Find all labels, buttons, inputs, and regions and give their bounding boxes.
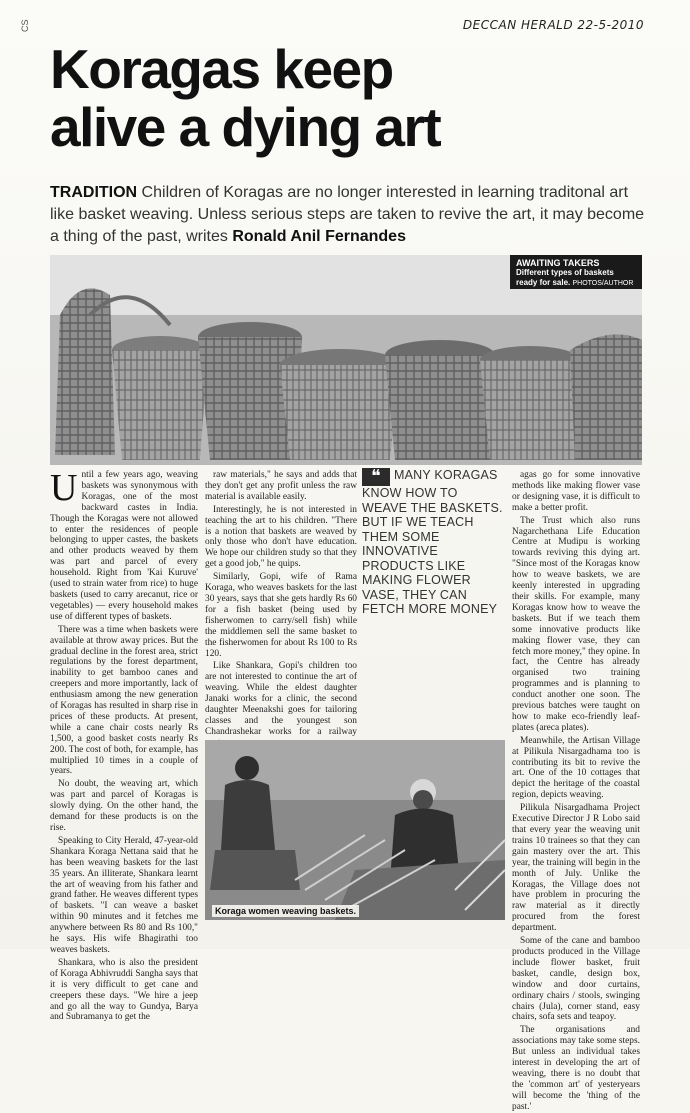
byline: Ronald Anil Fernandes	[232, 228, 406, 245]
column-1-paragraph: There was a time when baskets were available at throw away prices. But the gradual decline in the forest area, strict regulations by the forest department, inability to get bamboo canes and creepers and more importantly, lack of enthusiasm among the new generation of Koragas has resulted in sharp rise in prices of these products. At present, while a cane chair costs nearly Rs 1,500, a good basket costs nearly Rs 200. The cost of both, for example, has multiplied 10 times in a couple of years.	[50, 624, 198, 777]
baskets-photo	[50, 255, 642, 465]
headline-line-2: alive a dying art	[50, 96, 441, 158]
headline	[50, 40, 650, 156]
column-2-paragraph: raw materials," he says and adds that they don't get any profit unless the raw material is available easily.	[205, 470, 357, 502]
column-1-paragraph: ntil a few years ago, weaving baskets was synonymous with Koragas, one of the most backward castes in India. Though the Koragas were not allowed to enter the residences of people belonging to upper castes, the baskets and other products weaved by them was part and parcel of every household. Right from 'Kai Kuruve' (used to strain water from rice) to huge baskets (used to carry arecanut, rice or vegetables) — every household makes use of different types of baskets.	[50, 470, 198, 622]
article-column-4	[512, 470, 640, 1112]
edge-mark: CS	[20, 19, 30, 32]
quote-mark-icon: ❝	[362, 468, 390, 486]
photo-caption-text: Different types of baskets ready for sale.	[516, 268, 614, 287]
column-4-paragraph: The Trust which also runs Nagarchethana Life Education Centre at Mudipu is working towards reviving this dying art. "Since most of the Koragas know how to weave baskets, we are keenly interested in upgrading their skills. For example, many Koragas know how to weave the baskets. But if we teach them some innovative products like making flower vase, they can fetch more money," they opine. In fact, the Centre has already organised two training programmes and is planning to conduct another one soon. The previous batches were taught on how to make eco-friendly leaf-plates (areca plates).	[512, 515, 640, 733]
article-column-2	[205, 470, 357, 737]
source-tag: DECCAN HERALD 22-5-2010	[462, 18, 644, 32]
deck-text: Children of Koragas are no longer interested in learning traditonal art like basket weaving. Unless serious steps are taken to revive the art, it may become a thing of the past, writes	[50, 184, 645, 245]
column-4-paragraph: agas go for some innovative methods like making flower vase or designing vase, it is difficult to make a better profit.	[512, 470, 640, 513]
dropcap: U	[50, 467, 78, 509]
photo-caption-box	[510, 255, 642, 289]
column-1-paragraph: Speaking to City Herald, 47-year-old Shankara Koraga Nettana said that he has been weaving baskets for the last 35 years. An illiterate, Shankara learnt the art of weaving from his father and grand father. He weaves different types of baskets. "I can weave a basket within 90 minutes and it fetches me anywhere between Rs 80 and Rs 100," he says. His wife Bhagirathi too weaves baskets.	[50, 835, 198, 955]
weaving-women-photo	[205, 740, 505, 920]
weaving-women-illustration	[205, 740, 505, 920]
article-column-1	[50, 467, 198, 1023]
column-1-paragraph: No doubt, the weaving art, which was part and parcel of Koragas is slowly dying. On the other hand, the demand for these products is on the rise.	[50, 779, 198, 833]
photo-caption-credit: PHOTOS/AUTHOR	[572, 280, 634, 287]
photo-caption-title: AWAITING TAKERS	[516, 258, 600, 268]
column-4-paragraph: The organisations and associations may take some steps. But unless an individual takes interest in developing the art of weaving, there is no doubt that the 'common art' of yesteryears will become the 'thing of the past.'	[512, 1025, 640, 1112]
deck	[50, 182, 645, 248]
column-4-paragraph: Some of the cane and bamboo products produced in the Village include flower basket, fruit basket, candle, design box, window and door curtains, ordinary chairs / stools, swinging chairs (Jula), corner stand, easy chairs, sofa sets and teapoy.	[512, 936, 640, 1023]
column-2-paragraph: Like Shankara, Gopi's children too are not interested to continue the art of weaving. While the eldest daughter Janaki works for a clinic, the second daughter Meenakshi goes for tailoring classes and the youngest son Chandrashekar works for a railway	[205, 661, 357, 737]
photo-bottom-caption: Koraga women weaving baskets.	[212, 905, 359, 917]
column-1-paragraph: Shankara, who is also the president of Koraga Abhivruddi Sangha says that it is very difficult to get cane and creepers these days. "We hire a jeep and go all the way to Gundya, Barya and Subramanya to get the	[50, 957, 198, 1023]
headline-line-1: Koragas keep	[50, 38, 393, 100]
column-2-paragraph: Similarly, Gopi, wife of Rama Koraga, who weaves baskets for the last 30 years, says that she gets hardly Rs 60 for a fish basket (being used by fisherwomen to carry/sell fish) while the middlemen sell the same basket to the fisherwomen for about Rs 100 to Rs 120.	[205, 572, 357, 659]
column-4-paragraph: Meanwhile, the Artisan Village at Pilikula Nisargadhama too is contributing its bit to revive the art. One of the 10 cottages that depict the heritage of the coastal region, depicts weaving.	[512, 735, 640, 801]
pull-quote-text: MANY KORAGAS KNOW HOW TO WEAVE THE BASKETS. BUT IF WE TEACH THEM SOME INNOVATIVE PRODUCTS LIKE MAKING FLOWER VASE, THEY CAN FETCH MORE MONEY	[362, 468, 503, 616]
column-4-paragraph: Pilikula Nisargadhama Project Executive Director J R Lobo said that every year the weaving unit trains 10 trainees so that they can gain mastery over the art. This year, the training will begin in the month of July. Unlike the Koragas, the Village does not have problem in procuring the raw material as it directly procured from the forest department.	[512, 803, 640, 934]
column-2-paragraph: Interestingly, he is not interested in teaching the art to his children. "There is a notion that baskets are weaved by only those who don't have education. We hope our children study so that they get a good job," he quips.	[205, 504, 357, 570]
pull-quote	[362, 468, 504, 617]
deck-kicker: TRADITION	[50, 184, 138, 201]
